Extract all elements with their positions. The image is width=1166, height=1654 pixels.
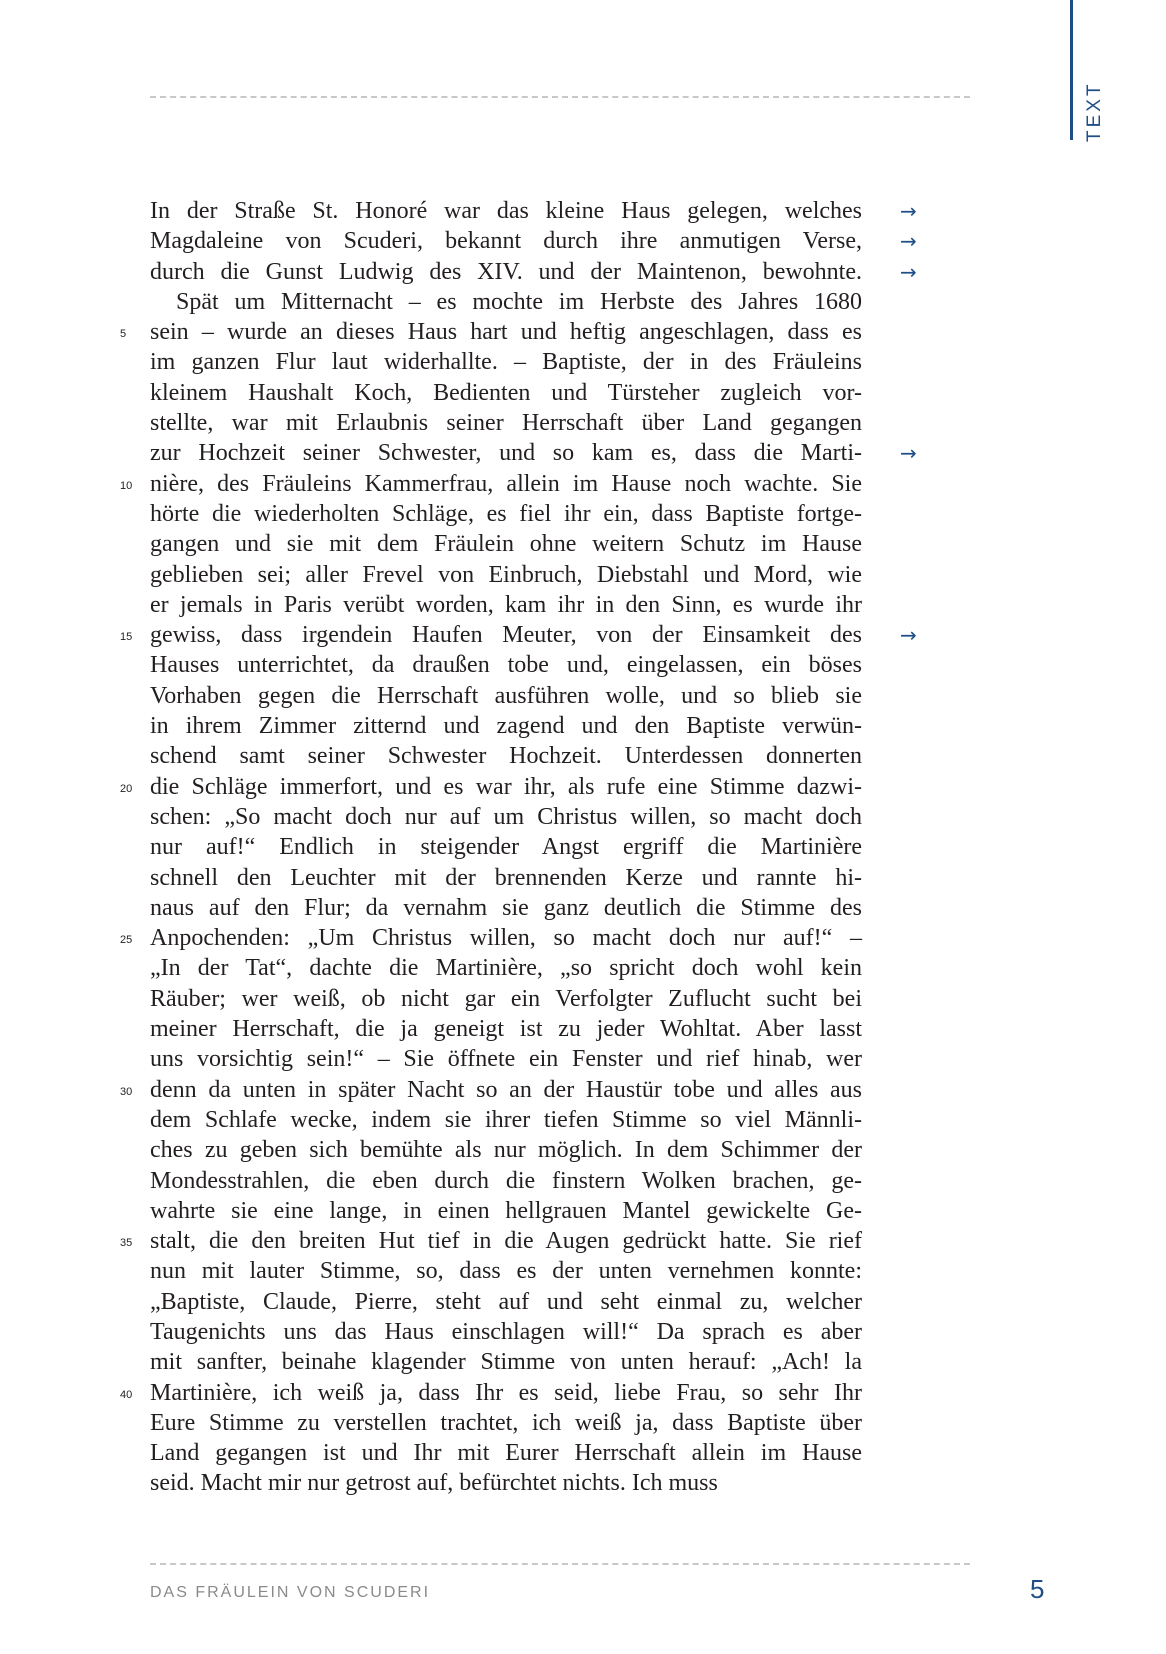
text-line [150, 257, 917, 287]
text-line [150, 529, 862, 559]
text-line [120, 1075, 862, 1105]
text-line [150, 984, 862, 1014]
arrow-right-icon[interactable]: → [900, 229, 917, 254]
line-text: schend samt seiner Schwester Hochzeit. Unterdessen donnerten [150, 743, 862, 770]
line-text: stellte, war mit Erlaubnis seiner Herrschaft über Land gegangen [150, 410, 862, 437]
section-tab-label: TEXT [1084, 81, 1105, 142]
text-line [150, 1287, 862, 1317]
line-text: die Schläge immerfort, und es war ihr, als rufe eine Stimme dazwi- [150, 773, 862, 800]
line-text: geblieben sei; aller Frevel von Einbruch, Diebstahl und Mord, wie [150, 561, 862, 588]
text-line [150, 560, 862, 590]
text-line [150, 287, 862, 317]
running-footer-title: DAS FRÄULEIN VON SCUDERI [150, 1584, 431, 1601]
text-line [150, 650, 862, 680]
text-line [150, 1105, 862, 1135]
line-number: 30 [120, 1085, 133, 1098]
line-text: Hauses unterrichtet, da draußen tobe und, eingelassen, ein böses [150, 652, 862, 679]
line-text: gangen und sie mit dem Fräulein ohne weitern Schutz im Hause [150, 531, 862, 558]
text-line [150, 1256, 862, 1286]
line-text: gewiss, dass irgendein Haufen Meuter, von der Einsamkeit des [150, 622, 862, 649]
line-number: 10 [120, 479, 133, 492]
line-text: schnell den Leuchter mit der brennenden Kerze und rannte hi- [150, 864, 862, 891]
line-text: Land gegangen ist und Ihr mit Eurer Herrschaft allein im Hause [150, 1440, 862, 1467]
footer-dashed-rule [150, 1563, 970, 1565]
line-text: seid. Macht mir nur getrost auf, befürchtet nichts. Ich muss [150, 1470, 718, 1497]
line-number: 35 [120, 1237, 133, 1250]
line-text: schen: „So macht doch nur auf um Christus willen, so macht doch [150, 803, 862, 830]
line-text: hörte die wiederholten Schläge, es fiel ihr ein, dass Baptiste fortge- [150, 500, 862, 527]
text-line [150, 1438, 862, 1468]
arrow-right-icon[interactable]: → [900, 623, 917, 648]
arrow-right-icon[interactable]: → [900, 259, 917, 284]
section-tab-rule [1070, 0, 1073, 140]
line-number: 15 [120, 631, 133, 644]
text-line [150, 1196, 862, 1226]
body-text [120, 196, 917, 1499]
line-text: zur Hochzeit seiner Schwester, und so kam es, dass die Marti- [150, 440, 862, 467]
line-text: im ganzen Flur laut widerhallte. – Baptiste, der in des Fräuleins [150, 349, 862, 376]
text-line [150, 347, 862, 377]
line-text: Eure Stimme zu verstellen trachtet, ich weiß ja, dass Baptiste über [150, 1409, 862, 1436]
page-number: 5 [1030, 1574, 1045, 1604]
line-text: durch die Gunst Ludwig des XIV. und der Maintenon, bewohnte. [150, 258, 862, 285]
text-line [150, 499, 862, 529]
text-line [150, 590, 862, 620]
line-text: er jemals in Paris verübt worden, kam ihr in den Sinn, es wurde ihr [150, 591, 862, 618]
line-text: Vorhaben gegen die Herrschaft ausführen wolle, und so blieb sie [150, 682, 862, 709]
text-line [150, 832, 862, 862]
line-text: Magdaleine von Scuderi, bekannt durch ihre anmutigen Verse, [150, 228, 862, 255]
text-line [120, 772, 862, 802]
line-text: In der Straße St. Honoré war das kleine Haus gelegen, welches [150, 198, 862, 224]
text-line [150, 953, 862, 983]
text-line [150, 226, 917, 256]
line-text: nun mit lauter Stimme, so, dass es der unten vernehmen konnte: [150, 1258, 862, 1285]
text-line [120, 317, 862, 347]
line-number: 25 [120, 934, 133, 947]
text-line [150, 741, 862, 771]
text-line [120, 923, 862, 953]
text-line [120, 1226, 862, 1256]
text-line [150, 863, 862, 893]
line-text: meiner Herrschaft, die ja geneigt ist zu jeder Wohltat. Aber lasst [150, 1016, 862, 1043]
text-line [150, 378, 862, 408]
line-text: in ihrem Zimmer zitternd und zagend und den Baptiste verwün- [150, 713, 862, 740]
text-line [150, 408, 862, 438]
line-text: ches zu geben sich bemühte als nur möglich. In dem Schimmer der [150, 1137, 862, 1164]
header-dashed-rule [150, 96, 970, 98]
line-text: Taugenichts uns das Haus einschlagen will!“ Da sprach es aber [150, 1318, 862, 1345]
text-line [120, 469, 862, 499]
text-line [150, 1317, 862, 1347]
text-line [150, 1044, 862, 1074]
text-line [150, 711, 862, 741]
line-text: wahrte sie eine lange, in einen hellgrauen Mantel gewickelte Ge- [150, 1197, 862, 1224]
line-text: stalt, die den breiten Hut tief in die Augen gedrückt hatte. Sie rief [150, 1228, 862, 1255]
text-line [150, 1135, 862, 1165]
line-text: sein – wurde an dieses Haus hart und heftig angeschlagen, dass es [150, 319, 862, 346]
line-text: „Baptiste, Claude, Pierre, steht auf und seht einmal zu, welcher [150, 1288, 862, 1315]
text-line [120, 1378, 862, 1408]
line-text: „In der Tat“, dachte die Martinière, „so spricht doch wohl kein [150, 955, 862, 982]
line-text: naus auf den Flur; da vernahm sie ganz deutlich die Stimme des [150, 894, 862, 921]
line-number: 5 [120, 328, 127, 341]
text-line [150, 1468, 862, 1498]
line-text: Anpochenden: „Um Christus willen, so macht doch nur auf!“ – [150, 925, 862, 952]
line-text: Räuber; wer weiß, ob nicht gar ein Verfolgter Zuflucht sucht bei [150, 985, 862, 1012]
line-text: Spät um Mitternacht – es mochte im Herbste des Jahres 1680 [176, 288, 862, 315]
line-text: nur auf!“ Endlich in steigender Angst ergriff die Martinière [150, 834, 862, 861]
text-line [150, 1347, 862, 1377]
text-line [150, 196, 917, 226]
text-line [150, 1014, 862, 1044]
line-text: uns vorsichtig sein!“ – Sie öffnete ein Fenster und rief hinab, wer [150, 1046, 862, 1073]
arrow-right-icon[interactable]: → [900, 199, 917, 223]
line-text: Martinière, ich weiß ja, dass Ihr es seid, liebe Frau, so sehr Ihr [150, 1379, 862, 1406]
line-text: kleinem Haushalt Koch, Bedienten und Türsteher zugleich vor- [150, 379, 862, 406]
text-line [150, 438, 917, 468]
text-line [150, 681, 862, 711]
line-text: Mondesstrahlen, die eben durch die finstern Wolken brachen, ge- [150, 1167, 862, 1194]
text-line [150, 893, 862, 923]
arrow-right-icon[interactable]: → [900, 441, 917, 466]
text-line [150, 1166, 862, 1196]
line-text: dem Schlafe wecke, indem sie ihrer tiefen Stimme so viel Männli- [150, 1106, 862, 1133]
line-text: denn da unten in später Nacht so an der Haustür tobe und alles aus [150, 1076, 862, 1103]
line-number: 40 [120, 1388, 133, 1401]
line-number: 20 [120, 782, 133, 795]
text-line [150, 1408, 862, 1438]
line-text: nière, des Fräuleins Kammerfrau, allein im Hause noch wachte. Sie [150, 470, 862, 497]
line-text: mit sanfter, beinahe klagender Stimme von unten herauf: „Ach! la [150, 1349, 862, 1376]
text-line [150, 802, 862, 832]
text-line [120, 620, 917, 650]
